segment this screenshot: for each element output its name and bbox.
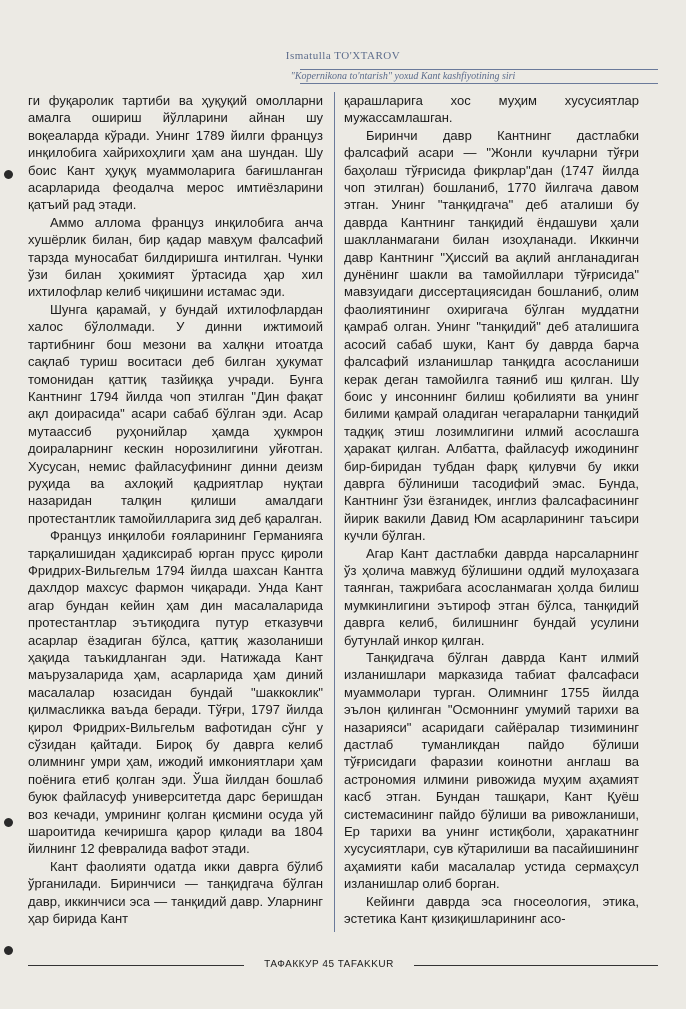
paragraph: Шунга қарамай, у бундай ихтилофлардан халос бўлолмади. У динни ижтимоий тартибнинг бош мезони ва халқни итоатда сақлаб туриш воситаси деб билган ҳукумат томонидан қаттиқ тазйиққа учради. Бунга Кантнинг 1794 йилда чоп этилган "Дин фақат ақл доирасида" асари сабаб бўлган эди. Асар мутаассиб руҳонийлар ҳамда ҳукмрон доираларнинг кескин норозилигини уйғотган. Хусусан, немис файласуфининг динни деизм руҳида ва ахлоқий қадриятлар нуқтаи назаридан талқин қилиши амалдаги протестантлик тамойилларига зид деб қаралган. [28, 301, 323, 526]
paragraph: ги фуқаролик тартиби ва ҳуқуқий омолларни амалга ошириш йўлларини айнан шу воқеаларда кўради. Унинг 1789 йилги француз инқилобига хайрихоҳлиги ҳам ана шундан. Шу боис Кант ҳуқуқ муаммоларига бағишланган асарларида феодалча мерос имтиёзларини қатъий рад этади. [28, 93, 323, 213]
header-author: Ismatulla TO'XTAROV [285, 50, 401, 62]
header-subtitle: "Kopernikona to'ntarish" yoxud Kant kashfiyotining siri [290, 71, 516, 82]
column-divider [334, 92, 335, 932]
footer-rule-right [414, 965, 658, 966]
binder-hole [4, 946, 13, 955]
page-header [0, 50, 686, 63]
paragraph: Биринчи давр Кантнинг дастлабки фалсафий асари — "Жонли кучларни тўғри баҳолаш тўғрисида фикрлар"дан (1747 йилда чоп этилган) бошланиб, 1770 йилгача давом этган. Унинг "танқидгача" деб аталиши бу даврда Кантнинг танқидий ёндашуви ҳали шаклланмагани билан изоҳланади. Иккинчи давр Кантнинг "Ҳиссий ва ақлий англанадиган дунёнинг шакли ва тамойиллари тўғрисида" мавзуидаги диссертациясидан бошланиб, олим фаолиятининг охиригача бўлган муддатни қамраб олган. Унинг "танқидий" деб аталишига асосий сабаб шуки, Кант бу даврда барча фалсафий изланишлар танқидга асосланиши керак деган тамойилга таяниб иш қилган. Шу боис у инсоннинг билиш қобилияти ва унинг билими қамрай оладиган чегараларни танқидий тадқиқ этиш лозимлигини илмий асослашга ҳаракат қилган. Албатта, файласуф ижодининг бир-биридан тубдан фарқ қилувчи бу икки даврга бўлиниши тасодифий эмас. Бунда, Кантнинг ўзи ёзганидек, инглиз фалсафасининг йирик вакили Давид Юм асарларининг таъсири кучли бўлган. [344, 127, 639, 544]
paragraph: Француз инқилоби ғояларининг Германияга тарқалишидан ҳадиксираб юрган пруcс қироли Фридрих-Вильгельм 1794 йилда шахсан Кантга дахлдор махсус фармон чиқаради. Унда Кант агар бундан кейин ҳам дин масалаларида протестантлар эътиқодига путур етказувчи асарлар ёзадиган бўлса, қаттиқ жазоланиши ҳақида таъкидланган эди. Натижада Кант маърузаларида ҳам, асарларида ҳам диний масалалар юзасидан бундай "шаккоклик" қилмасликка ваъда беради. Тўғри, 1797 йилда қирол Фридрих-Вильгельм вафотидан сўнг у сўзидан қайтади. Бироқ бу даврга келиб олимнинг умри ҳам, ижодий имкониятлари ҳам поёнига етиб қолган эди. Ўша йилдан бошлаб буюк файласуф университетда дарс беришдан воз кечади, умрининг қолган қисмини осуда уй шароитида кечиришга қарор қилади ва 1804 йилнинг 12 февралида вафот этади. [28, 528, 323, 857]
page-footer [0, 958, 686, 972]
paragraph: Агар Кант дастлабки даврда нарсаларнинг ўз ҳолича мавжуд бўлишини оддий мулоҳазага таянган, тажрибага асосланмаган ҳолда билиш мумкинлигини эътироф этган бўлса, танқидий даврга келиб, билишнинг бундай усулини бутунлай инкор қилган. [344, 545, 639, 648]
paragraph: Аммо аллома француз инқилобига анча хушёрлик билан, бир қадар мавҳум фалсафий тарзда муносабат билдиришга интилган. Чунки ўзи билан ҳокимият ўртасида ҳар хил ихтилофлар келиб чиқишини истамас эди. [28, 214, 323, 300]
binder-hole [4, 818, 13, 827]
paragraph: Танқидгача бўлган даврда Кант илмий изланишлари марказида табиат фалсафаси муаммолари турган. Олимнинг 1755 йилда эълон қилинган "Осмоннинг умумий тарихи ва назарияси" асаридаги сайёралар тизимининг дастлаб туманликдан пайдо бўлиши тўғрисидаги фаразии коинотни англаш ва астрономия илмини ривожида муҳим аҳамият касб этган. Бундан ташқари, Кант Қуёш системасининг пайдо бўлиши ва ривожланиши, Ер тарихи ва унинг истиқболи, ҳаракатнинг хусусиятлари, сув кўтарилиши ва пасайишининг аҳамияти каби масалалар устида сермаҳсул изланишлар олиб борган. [344, 650, 639, 892]
left-column [28, 92, 323, 928]
header-rule-bottom [300, 83, 658, 84]
paragraph: Кейинги даврда эса гносеология, этика, эстетика Кант қизиқишларининг асо- [344, 893, 639, 927]
footer-rule-left [28, 965, 244, 966]
footer-page-label: ТАФАККУР 45 TAFAKKUR [264, 959, 394, 970]
right-column [344, 92, 639, 928]
paragraph: Кант фаолияти одатда икки даврга бўлиб ўрганилади. Биринчиси — танқидгача бўлган давр, иккинчиси эса — танқидий давр. Уларнинг ҳар бирида Кант [28, 858, 323, 927]
paragraph: қарашларига хос муҳим хусусиятлар мужассамлашган. [344, 93, 639, 126]
binder-hole [4, 170, 13, 179]
